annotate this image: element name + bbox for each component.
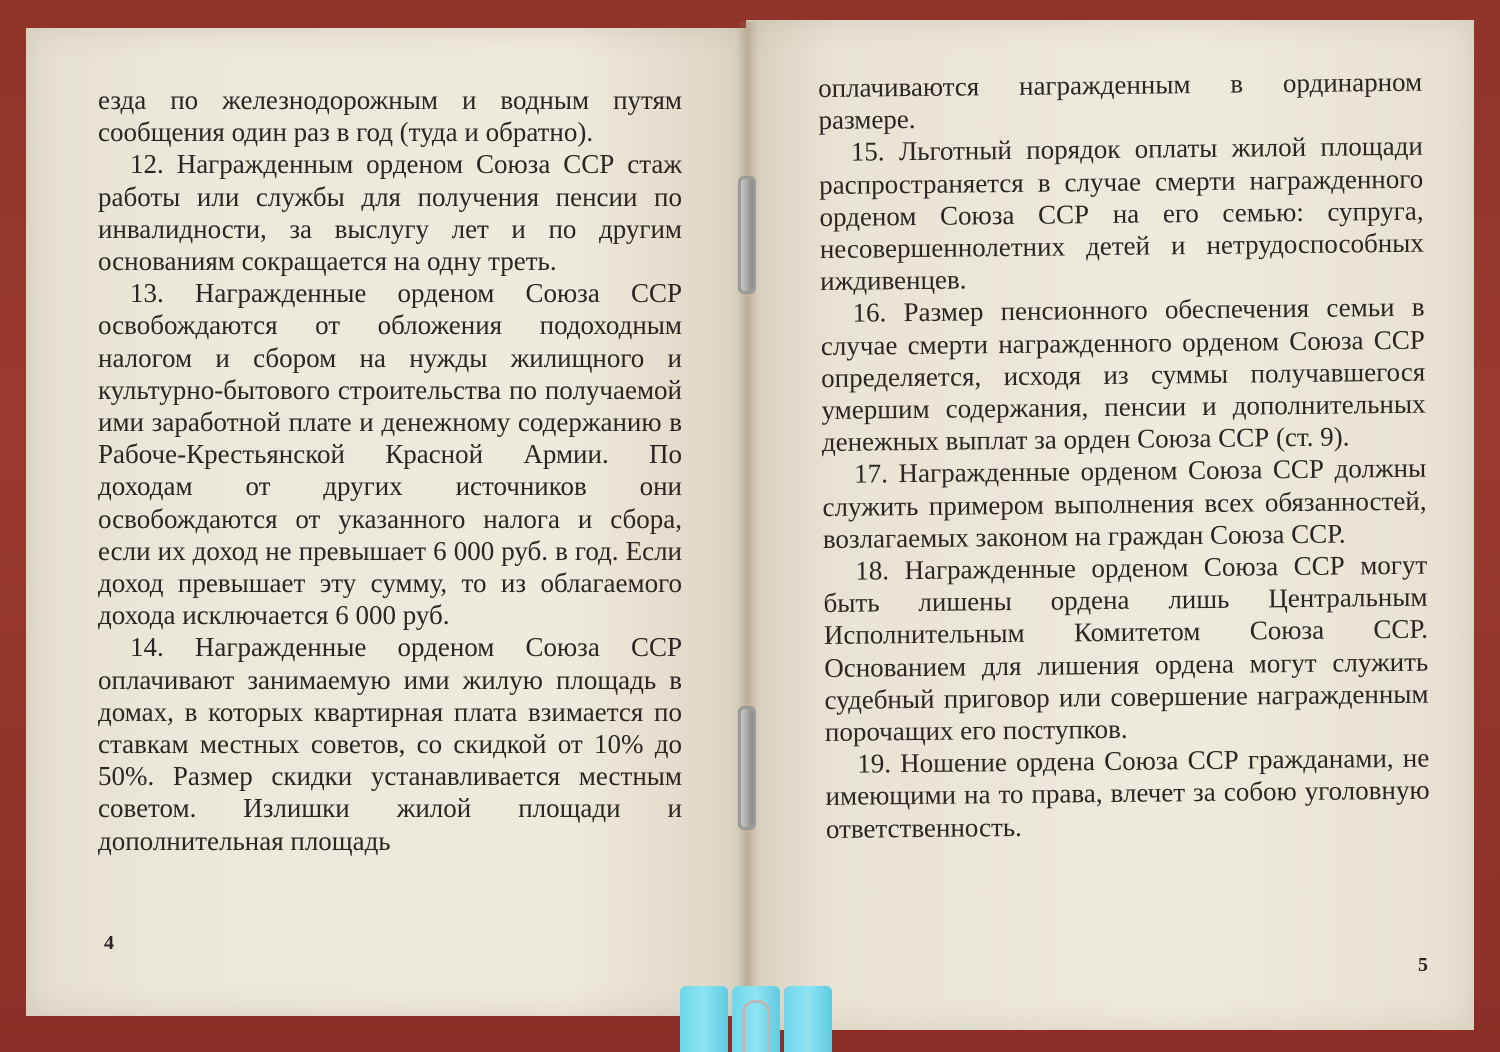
paragraph-16: 16. Размер пенсионного обеспечения семьи в случае смерти награжденного орденом Союза ССР определяется, исходя из суммы получавшегося умершим содержания, пенсии и дополнительных денежных выплат за орден Союза ССР (ст. 9). (820, 292, 1426, 458)
left-page-number: 4 (104, 932, 114, 954)
paragraph-13: 13. Награжденные орденом Союза ССР освобождаются от обложения подоходным налогом и сбором на нужды жилищного и культурно-бытового строительства по получаемой ими заработной плате и денежному содержанию в Рабоче-Крестьянской Красной Армии. По доходам от других источников они освобождаются от указанного налога и сбора, если их доход не превышает 6 000 руб. в год. Если доход превышает эту сумму, то из облагаемого дохода исключается 6 000 руб. (98, 278, 682, 631)
right-page-text (818, 66, 1430, 845)
left-page-text (98, 84, 682, 857)
binder-clip (680, 986, 830, 1052)
paragraph-17: 17. Награжденные орденом Союза ССР должны служить примером выполнения всех обязанностей, возлагаемых законом на граждан Союза ССР. (822, 453, 1427, 554)
paragraph-continuation: езда по железнодорожным и водным путям сообщения один раз в год (туда и обратно). (98, 85, 682, 148)
paragraph-19: 19. Ношение ордена Союза ССР гражданами, не имеющими на то права, влечет за собою уголовную ответственность. (825, 742, 1430, 844)
bottom-staple (738, 706, 756, 830)
paragraph-15: 15. Льготный порядок оплаты жилой площади распространяется в случае смерти награжденного орденом Союза ССР на его семью: супруга, несовершеннолетних детей и нетрудоспособных иждивенцев. (819, 131, 1424, 297)
book-gutter (736, 22, 758, 1032)
top-staple (738, 176, 756, 294)
right-page-number: 5 (1418, 954, 1428, 976)
paragraph-12: 12. Награжденным орденом Союза ССР стаж работы или службы для получения пенсии по инвалидности, за выслугу лет и по другим основаниям сокращается на одну треть. (98, 149, 682, 277)
paragraph-14: 14. Награжденные орденом Союза ССР оплачивают занимаемую ими жилую площадь в домах, в которых квартирная плата взимается по ставкам местных советов, со скидкой от 10% до 50%. Размер скидки устанавливается местным советом. Излишки жилой площади и дополнительная площадь (98, 632, 682, 856)
paragraph-continuation: оплачиваются награжденным в ординарном размере. (818, 66, 1423, 136)
paragraph-18: 18. Награжденные орденом Союза ССР могут быть лишены ордена лишь Центральным Исполнительным Комитетом Союза ССР. Основанием для лишения ордена могут служить судебный приговор или совершение награжденным порочащих его поступков. (823, 549, 1429, 748)
